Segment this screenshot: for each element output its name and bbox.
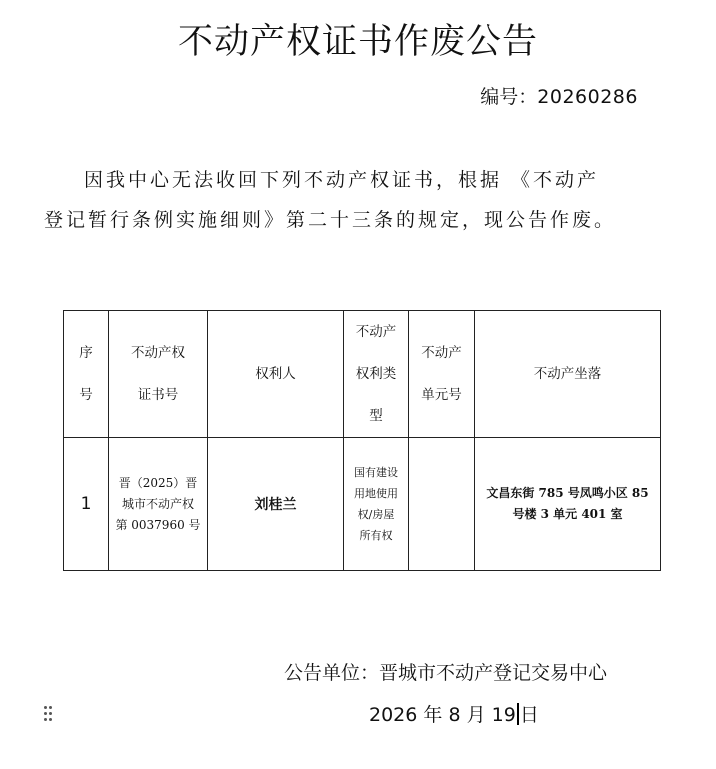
- date-month: 8: [448, 704, 461, 726]
- page-title: 不动产权证书作废公告: [177, 22, 538, 62]
- row-right-type: [344, 438, 409, 571]
- row-holder: 刘桂兰: [208, 438, 344, 571]
- row-cert-number: [109, 438, 208, 571]
- date-year-unit: 年: [417, 704, 449, 726]
- date-month-unit: 月: [460, 704, 492, 726]
- row-cert-line3: 第 0037960 号: [115, 517, 201, 532]
- header-cert-line2: 证书号: [137, 387, 179, 403]
- paragraph-line-1: 因我中心无法收回下列不动产权证书，根据 《不动产: [84, 169, 600, 191]
- header-seq: [64, 311, 109, 438]
- row-seq: 1: [64, 438, 109, 571]
- text-cursor: [517, 703, 519, 725]
- header-unit-line1: 不动产: [421, 345, 462, 361]
- serial-label: 编号：: [480, 86, 538, 108]
- row-cert-line1: 晋（2025）晋: [118, 475, 198, 490]
- header-holder: 权利人: [208, 311, 344, 438]
- row-type-line3: 权/房屋: [357, 508, 395, 521]
- header-type-line1: 不动产: [355, 324, 397, 340]
- row-location-line1: 文昌东街 785 号凤鸣小区 85: [486, 486, 649, 500]
- header-right-type: [344, 311, 409, 438]
- header-cert-line1: 不动产权: [131, 345, 185, 361]
- issuer-line: 公告单位：晋城市不动产登记交易中心: [284, 662, 608, 684]
- header-seq-line2: 号: [79, 387, 93, 403]
- header-unit-line2: 单元号: [421, 387, 462, 403]
- date-line[interactable]: [369, 702, 539, 728]
- drag-handle-icon[interactable]: [44, 706, 54, 722]
- row-type-line4: 所有权: [359, 529, 393, 542]
- table-row: [64, 438, 661, 571]
- row-type-line2: 用地使用: [354, 487, 398, 500]
- row-location: [475, 438, 661, 571]
- row-location-line2: 号楼 3 单元 401 室: [512, 507, 623, 521]
- header-seq-line1: 序: [79, 345, 93, 361]
- serial-value: 20260286: [537, 86, 638, 108]
- header-type-line2: 权利类: [355, 366, 397, 382]
- paragraph-line-2: 登记暂行条例实施细则》第二十三条的规定，现公告作废。: [44, 209, 617, 231]
- header-cert-number: [109, 311, 208, 438]
- header-type-line3: 型: [369, 408, 383, 424]
- date-year: 2026: [369, 704, 418, 726]
- date-day-unit: 日: [519, 704, 539, 726]
- row-type-line1: 国有建设: [354, 466, 398, 479]
- table-header-row: [64, 311, 661, 438]
- row-unit-number: [409, 438, 475, 571]
- certificate-table: [63, 310, 661, 571]
- date-day: 19: [491, 704, 516, 726]
- row-cert-line2: 城市不动产权: [121, 496, 194, 511]
- serial-number: [480, 84, 638, 110]
- header-unit-number: [409, 311, 475, 438]
- header-location: 不动产坐落: [475, 311, 661, 438]
